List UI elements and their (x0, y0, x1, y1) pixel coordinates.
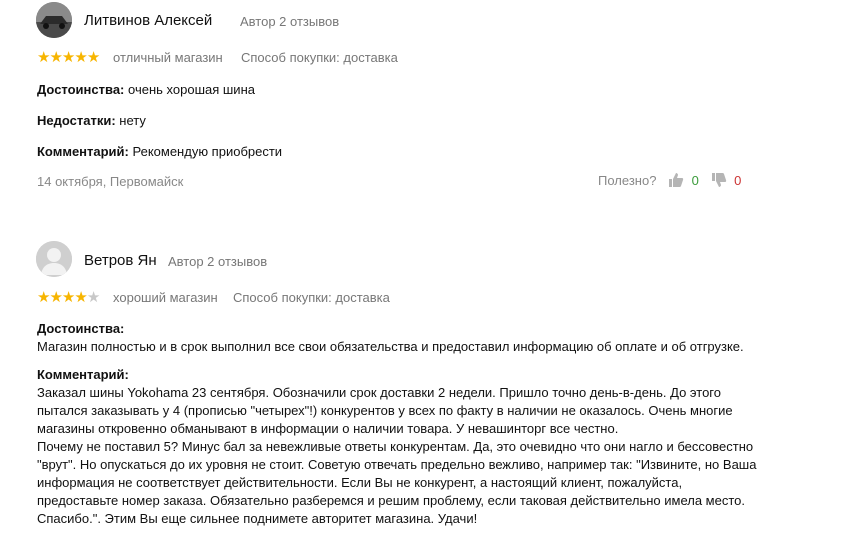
comment-line: Почему не поставил 5? Минус бал за невежливые ответы конкурентам. Да, это очевидно что они нагло и бессовестно (37, 439, 754, 454)
star-icon: ★ (86, 49, 100, 66)
review-date: 14 октября, Первомайск (37, 174, 184, 189)
comment-line: информация не соответствует действительности. Если Вы не конкурент, а настоящий клиент, пожалуйста, (37, 475, 683, 490)
purchase-method: Способ покупки: доставка (233, 290, 390, 305)
cons-row (37, 113, 146, 128)
comment-line: предоставьте номер заказа. Обязательно разберемся и решим проблему, если таковая действительно имела место. (37, 493, 745, 508)
helpful-block (598, 172, 741, 191)
pros-label: Достоинства: (37, 321, 125, 336)
comment-line: "врут". Но опускаться до их уровня не стоит. Советую отвечать предельно вежливо, например так: "Извините, но Ваша (37, 457, 757, 472)
pros-text: Магазин полностью и в срок выполнил все свои обязательства и предоставил информацию об оплате и об отгрузке. (37, 339, 744, 354)
pros-text: очень хорошая шина (128, 82, 255, 97)
user-avatar-icon (36, 241, 72, 277)
author-avatar[interactable] (36, 241, 72, 277)
pros-row (37, 82, 255, 97)
likes-count: 0 (691, 172, 699, 188)
comment-line: магазины откровенно обманывают в информации о наличии товара. У невашинторг все честно. (37, 421, 619, 436)
thumb-down-icon[interactable] (711, 172, 727, 191)
star-icon: ★ (61, 49, 75, 66)
star-icon: ★ (49, 49, 62, 66)
author-meta: Автор 2 отзывов (240, 14, 340, 29)
helpful-label: Полезно? (598, 172, 657, 188)
star-icon: ★ (37, 289, 50, 306)
dislikes-count: 0 (734, 172, 742, 188)
comment-line: пытался заказывать у 4 (прописью "четырех"!) конкурентов у всех по факту в наличии не оказалось. Очень многие (37, 403, 733, 418)
author-name[interactable]: Литвинов Алексей (84, 12, 213, 29)
purchase-method: Способ покупки: доставка (241, 50, 398, 65)
car-photo-icon (36, 2, 72, 38)
comment-block (37, 366, 817, 528)
star-icon: ★ (61, 289, 75, 306)
rating-stars (37, 288, 99, 306)
rating-label: хороший магазин (113, 290, 218, 305)
pros-block (37, 320, 817, 356)
cons-text: нету (119, 113, 146, 128)
comment-line: Заказал шины Yokohama 23 сентября. Обозначили срок доставки 2 недели. Пришло точно день-в-день. До этого (37, 385, 721, 400)
star-icon: ★ (74, 289, 87, 306)
comment-label: Комментарий: (37, 367, 129, 382)
thumb-up-icon[interactable] (668, 172, 684, 191)
comment-text: Рекомендую приобрести (132, 144, 283, 159)
star-icon: ★ (49, 289, 62, 306)
comment-line: Спасибо.". Этим Вы еще сильнее поднимете авторитет магазина. Удачи! (37, 511, 478, 526)
star-icon: ★ (37, 49, 50, 66)
cons-label: Недостатки: (37, 113, 116, 128)
star-icon: ★ (86, 289, 100, 306)
comment-label: Комментарий: (37, 144, 129, 159)
author-name[interactable]: Ветров Ян (84, 252, 157, 269)
pros-label: Достоинства: (37, 82, 125, 97)
comment-row (37, 144, 282, 159)
star-icon: ★ (74, 49, 87, 66)
author-meta: Автор 2 отзывов (168, 254, 268, 269)
rating-stars (37, 48, 99, 66)
rating-label: отличный магазин (113, 50, 223, 65)
author-avatar[interactable] (36, 2, 72, 38)
